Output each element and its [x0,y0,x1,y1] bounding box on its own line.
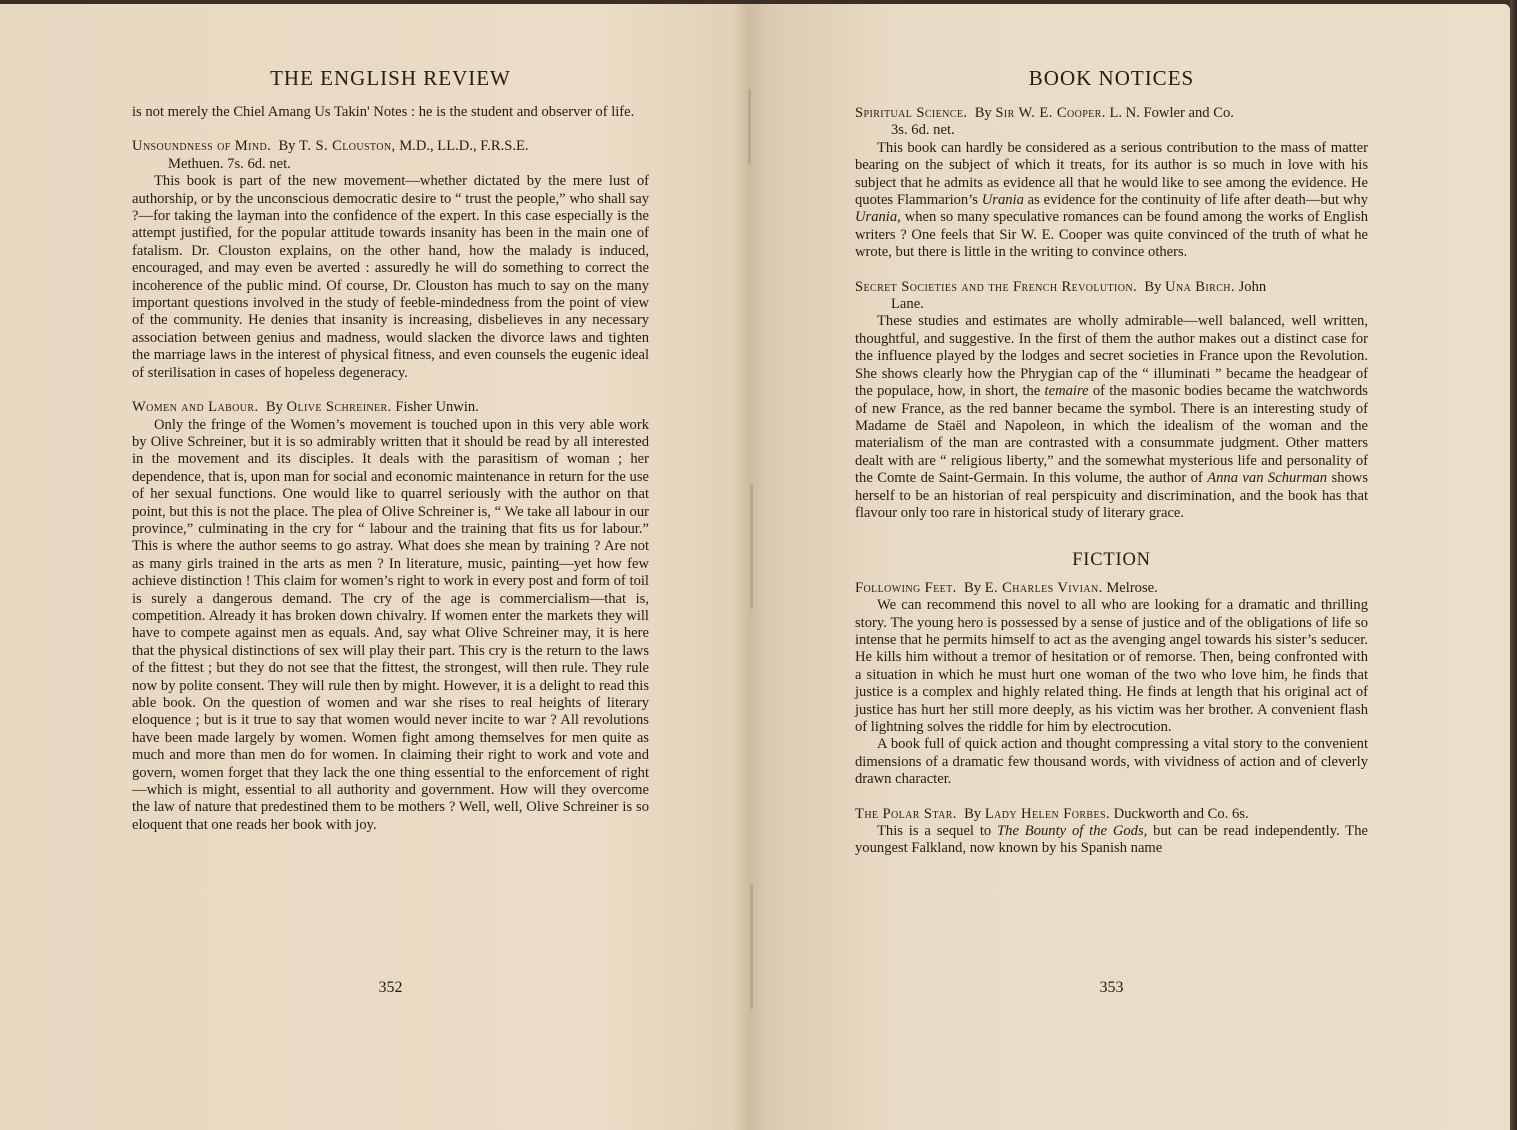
binding-thread [750,484,753,609]
book-title: Women and Labour. [132,399,259,416]
italic-title: Anna van Schurman [1207,470,1328,487]
entry-heading [855,279,1368,314]
review-text: This book can hardly be considered as a serious contribution to the mass of matter bearing on the subject of which it treats, for its author is so much in love with his subject that he admits as evidence all that he would like to see among the evidence. He quotes Flammarion’s Urania as evidence for the continuity of life after death—but why Urania, when so many speculative romances can be found among the works of English writers ? One feels that Sir W. E. Cooper was quite convinced of the truth of what he wrote, but there is little in the writing to convince others. [855,139,1368,261]
book-title: Unsoundness of Mind. [132,138,272,155]
by-label: By [278,138,296,155]
book-price: 3s. 6d. net. [891,122,955,139]
italic-title: temaire [1044,383,1089,400]
italic-title: The Bounty of the Gods, [997,823,1148,840]
review-text: Only the fringe of the Women’s movement is touched upon in this very able work by Olive Schreiner, but it is so admirably written that it should be read by all interested in the movement and its disciples. It deals with the parasitism of woman ; her dependence, that is, upon man for social and economic maintenance in return for the use of her sexual functions. One would like to quarrel seriously with the author on that point, but this is not the place. The plea of Olive Schreiner is, “ We take all labour in our province,” culminating in the cry for “ labour and the training that fits us for labour.” This is where the author seems to go astray. What does she mean by training ? Are not as many girls trained in the arts as men ? In literature, music, painting—yet how few achieve distinction ! This claim for women’s right to work in every post and form of toil is surely a dangerous demand. The cry of the age is commercialism—that is, competition. Already it has broken down chivalry. If women enter the markets they will have to compete against men as equals. And, say what Olive Schreiner may, it is here that the physical distinctions of sex will play their part. This cry is the return to the laws of the fittest ; but they do not see that the fittest, the strongest, will then rule. They rule now by polite consent. They will rule then by might. However, it is a delight to read this able book. On the question of women and war she rises to real heights of literary eloquence ; but is it true to say that women would never incite to war ? All revolutions have been made largely by women. Women fight among themselves for men quite as much and more than men do for women. In claiming their right to work and vote and govern, women forget that they lack the one thing essential to the enforcement of right—which is might, essential to all authority and government. How will they overcome the law of nature that predestined them to be mothers ? Well, well, Olive Schreiner is so eloquent that one reads her book with joy. [132,416,649,833]
book-title: The Polar Star. [855,805,957,822]
italic-title: Urania [981,192,1024,209]
entry-heading [855,105,1368,140]
section-heading: FICTION [1072,550,1151,571]
review-text: We can recommend this novel to all who are looking for a dramatic and thrilling story. The young hero is possessed by a sense of justice and of the obligations of life so intense that he permits himself to act as the avenging angel towards his sister’s seducer. He kills him without a tremor of hesitation or of remorse. Then, being confronted with a situation in which he must hurt one woman of the two who love him, he finds that justice is a complex and highly related thing. He finds at length that his original act of justice has hurt her still more deeply, as his victim was her brother. A convenient flash of lightning solves the riddle for him by electrocution. [855,597,1368,735]
by-label: By [265,399,283,416]
book-publisher: Fisher Unwin. [395,399,479,416]
continuation-text: is not merely the Chiel Amang Us Takin' Notes : he is the student and observer of life. [132,104,635,120]
book-title: Secret Societies and the French Revolution. [855,278,1138,295]
page-body [855,105,1368,858]
book-author: E. Charles Vivian. [984,579,1103,596]
page-edge-shadow [1510,0,1517,1130]
book-title: Spiritual Science. [855,105,968,121]
by-label: By [964,579,982,596]
entry-heading [132,399,649,416]
by-label: By [1144,278,1162,295]
book-publisher: Duckworth and Co. 6s. [1113,805,1249,822]
entry-heading [132,138,649,173]
review-text: This book is part of the new movement—whether dictated by the mere lust of authorship, or by the unconscious democratic desire to “ trust the people,” who shall say ?—for taking the layman into the confidence of the expert. In this case especially is the attempt justified, for the popular attitude towards insanity has been in the main one of fatalism. Dr. Clouston explains, on the other hand, how the malady is induced, encouraged, and may even be averted : assuredly he will do something to correct the incoherence of the public mind. Of course, Dr. Clouston has much to say on the many important questions involved in the study of feeble-mindedness from the point of view of the community. He denies that insanity is increasing, disbelieves in any necessary association between genius and madness, would slacken the divorce laws and tighten the marriage laws in the interest of physical fitness, and even counsels the eugenic ideal of sterilisation in cases of hopeless degeneracy. [132,173,649,381]
book-author: Una Birch. [1165,278,1235,295]
book-publisher: L. N. Fowler and Co. [1109,105,1234,121]
book-publisher-cont: Lane. [891,296,924,313]
book-author: T. S. Clouston, [299,138,396,155]
entry-heading [855,580,1368,597]
review-text: A book full of quick action and thought compressing a vital story to the convenient dimensions of a dramatic few thousand words, with vividness of action and of cleverly drawn character. [855,736,1368,788]
by-label: By [964,805,982,822]
binding-thread [750,884,753,1009]
running-head: BOOK NOTICES [1028,66,1195,90]
book-author: Sir W. E. Cooper. [995,105,1106,121]
page-number: 352 [378,979,403,996]
review-text: These studies and estimates are wholly admirable—well balanced, well written, thoughtful, and suggestive. In the first of them the author makes out a distinct case for the influence played by the lodges and secret societies in France upon the Revolution. She shows clearly how the Phrygian cap of the “ illuminati ” became the headgear of the populace, how, in short, the temaire of the masonic bodies became the watchwords of new France, as the red banner became the symbol. There is an interesting study of Madame de Staël and Napoleon, in which the idealism of the woman and the materialism of the man are contrasted with a consummate judgment. Other matters dealt with are “ religious liberty,” and the somewhat mysterious life and personality of the Comte de Saint-Germain. In this volume, the author of Anna van Schurman shows herself to be an historian of real perspicuity and discrimination, and the book has that flavour only too rare in historical study of literary grace. [855,313,1369,521]
entry-heading [855,806,1368,823]
book-title: Following Feet. [855,579,957,596]
page-body [132,104,649,834]
book-price: Methuen. 7s. 6d. net. [168,155,291,172]
review-text: This is a sequel to The Bounty of the Gods, but can be read independently. The youngest Falkland, now known by his Spanish name [855,823,1368,857]
page-number: 353 [1099,979,1124,996]
book-publisher: Melrose. [1106,579,1158,596]
binding-thread [748,89,751,164]
book-publisher: M.D., LL.D., F.R.S.E. [399,138,529,155]
book-author: Lady Helen Forbes. [984,805,1110,822]
book-spread [0,4,1510,1130]
italic-title: Urania, [855,209,901,226]
by-label: By [974,105,992,121]
book-author: Olive Schreiner. [286,399,392,416]
book-publisher: John [1238,278,1267,295]
running-head: THE ENGLISH REVIEW [270,66,511,90]
